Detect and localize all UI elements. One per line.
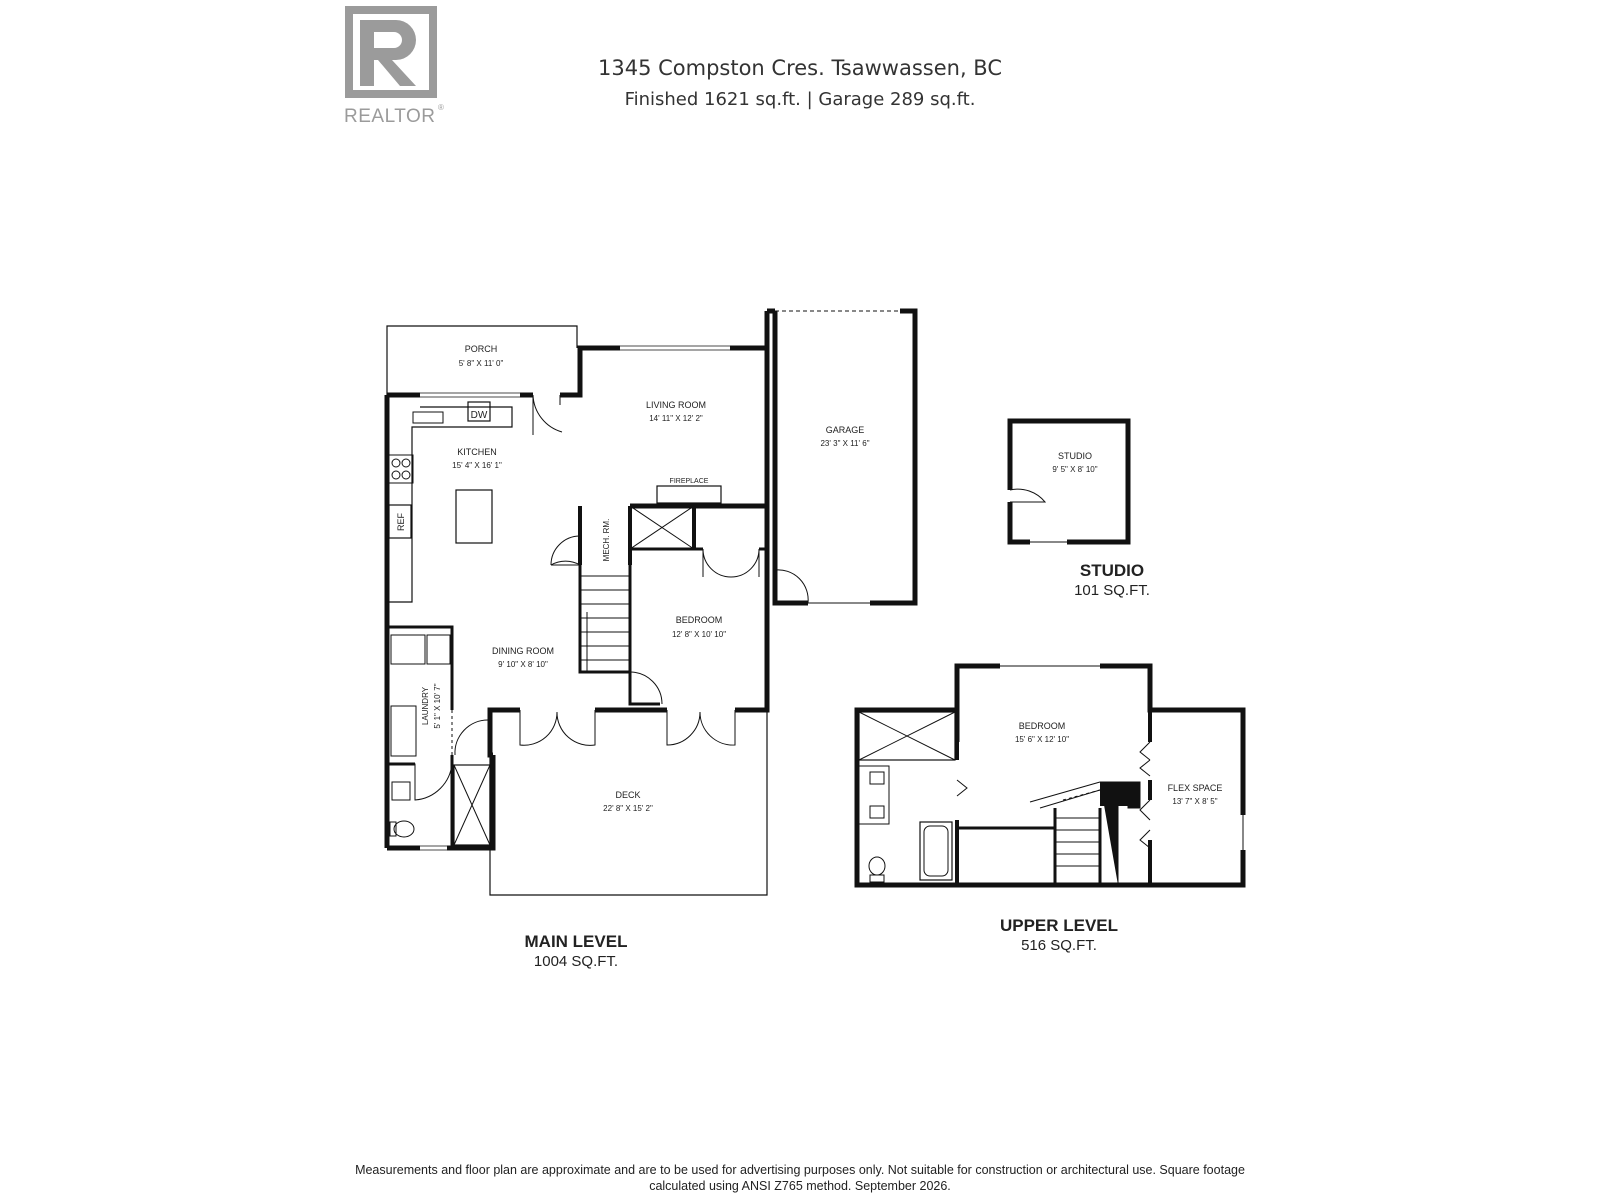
disclaimer-text: Measurements and floor plan are approximate and are to be used for advertising purposes only. Not suitable for construction or architectural use. Square footage calculated using ANSI Z765 method. September 2026. (355, 1163, 1245, 1193)
fireplace-label: FIREPLACE (669, 478, 709, 485)
upper-level-area: 516 SQ.FT. (1021, 937, 1097, 954)
flex-space-label: FLEX SPACE (1167, 783, 1223, 793)
laundry-dims: 5' 1" X 10' 7" (433, 683, 442, 729)
garage-dims: 23' 3" X 11' 6" (820, 439, 870, 448)
main-level-area: 1004 SQ.FT. (533, 953, 619, 970)
deck-label: DECK (615, 790, 641, 800)
flex-space-dims: 13' 7" X 8' 5" (1172, 797, 1218, 806)
porch-dims: 5' 8" X 11' 0" (458, 359, 504, 368)
studio-dims: 9' 5" X 8' 10" (1052, 465, 1098, 474)
bedroom-main-dims: 12' 8" X 10' 10" (671, 630, 727, 639)
dining-room-label: DINING ROOM (492, 646, 554, 656)
bedroom-upper-label: BEDROOM (1018, 721, 1066, 731)
mech-room-label: MECH. RM. (602, 518, 611, 562)
square-footage-summary: Finished 1621 sq.ft. | Garage 289 sq.ft. (624, 89, 976, 110)
kitchen-dims: 15' 4" X 16' 1" (452, 461, 502, 470)
studio-level-area: 101 SQ.FT. (1074, 582, 1150, 599)
upper-level-plan (857, 666, 1243, 885)
refrigerator-label: REF (396, 513, 406, 531)
garage-label: GARAGE (825, 425, 865, 435)
property-address-title: 1345 Compston Cres. Tsawwassen, BC (597, 56, 1002, 80)
upper-level-name: UPPER LEVEL (999, 916, 1119, 935)
dishwasher-label: DW (470, 410, 488, 421)
porch-label: PORCH (464, 344, 498, 354)
main-level-name: MAIN LEVEL (524, 932, 628, 951)
realtor-wordmark: REALTOR (344, 106, 436, 127)
dining-room-dims: 9' 10" X 8' 10" (498, 660, 548, 669)
kitchen-label: KITCHEN (457, 447, 497, 457)
studio-label: STUDIO (1057, 451, 1093, 461)
deck-dims: 22' 8" X 15' 2" (603, 804, 653, 813)
studio-level-name: STUDIO (1079, 561, 1145, 580)
living-room-dims: 14' 11" X 12' 2" (649, 414, 703, 423)
laundry-label: LAUNDRY (421, 686, 430, 726)
realtor-r-logo (344, 6, 444, 127)
svg-text:®: ® (438, 103, 444, 112)
living-room-label: LIVING ROOM (645, 400, 707, 410)
bedroom-upper-dims: 15' 6" X 12' 10" (1014, 735, 1070, 744)
bedroom-main-label: BEDROOM (675, 615, 723, 625)
studio-plan (1010, 421, 1128, 542)
